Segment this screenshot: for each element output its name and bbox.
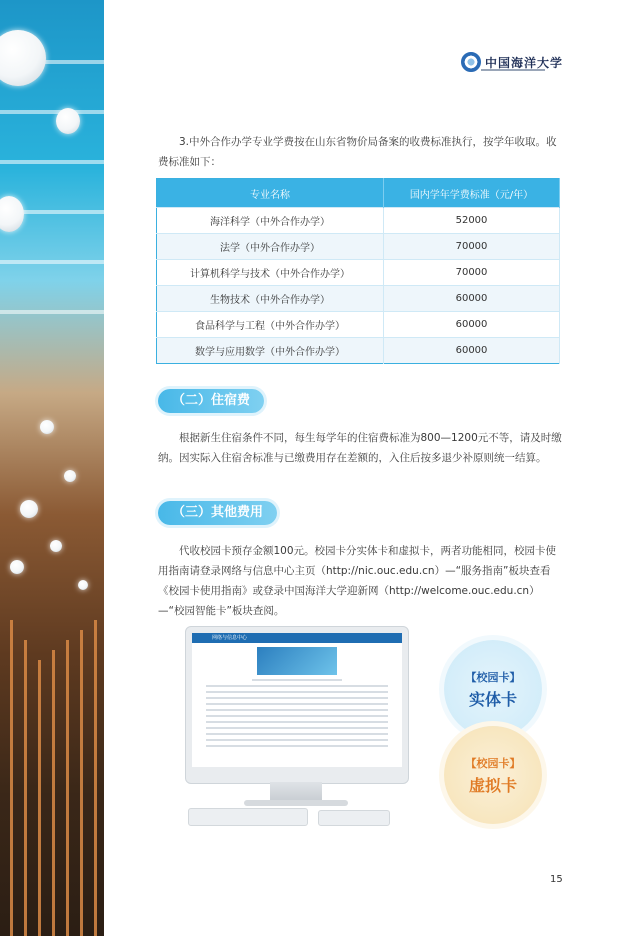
university-name: 中国海洋大学 bbox=[484, 55, 563, 70]
major-cell: 法学（中外合作办学） bbox=[157, 234, 384, 260]
major-cell: 海洋科学（中外合作办学） bbox=[157, 208, 384, 234]
university-logo bbox=[461, 52, 563, 72]
page-number: 15 bbox=[550, 874, 563, 885]
fee-cell: 60000 bbox=[384, 338, 560, 364]
table-header-fee: 国内学年学费标准（元/年） bbox=[384, 179, 560, 208]
card-tag: 【校园卡】 bbox=[465, 756, 521, 770]
site-banner bbox=[257, 647, 337, 675]
monitor-screen bbox=[192, 633, 402, 767]
logo-subtitle-line bbox=[481, 69, 545, 71]
major-cell: 食品科学与工程（中外合作办学） bbox=[157, 312, 384, 338]
physical-card-badge bbox=[444, 640, 542, 738]
major-cell: 数学与应用数学（中外合作办学） bbox=[157, 338, 384, 364]
fee-cell: 52000 bbox=[384, 208, 560, 234]
table-row bbox=[157, 208, 560, 234]
keyboard-illustration bbox=[188, 808, 308, 826]
table-row bbox=[157, 312, 560, 338]
table-row bbox=[157, 338, 560, 364]
card-type-physical: 实体卡 bbox=[468, 689, 517, 709]
table-row bbox=[157, 260, 560, 286]
trackpad-illustration bbox=[318, 810, 390, 826]
fee-cell: 60000 bbox=[384, 312, 560, 338]
decorative-photo-strip bbox=[0, 0, 104, 936]
table-header-major: 专业名称 bbox=[157, 179, 384, 208]
table-row bbox=[157, 286, 560, 312]
tuition-intro: 3.中外合作办学专业学费按在山东省物价局备案的收费标准执行，按学年收取。收费标准如下： bbox=[158, 136, 557, 168]
accommodation-text: 根据新生住宿条件不同，每生每学年的住宿费标准为800—1200元不等，请及时缴纳。因实际入住宿舍标准与已缴费用存在差额的，入住后按多退少补原则统一结算。 bbox=[158, 432, 562, 464]
major-cell: 计算机科学与技术（中外合作办学） bbox=[157, 260, 384, 286]
card-tag: 【校园卡】 bbox=[465, 670, 521, 684]
tuition-table bbox=[156, 178, 560, 364]
monitor-stand bbox=[270, 782, 322, 802]
section-heading-other-fees: （三）其他费用 bbox=[158, 501, 277, 525]
virtual-card-badge bbox=[444, 726, 542, 824]
site-header: 网络与信息中心 bbox=[192, 633, 402, 643]
fee-cell: 60000 bbox=[384, 286, 560, 312]
table-row bbox=[157, 234, 560, 260]
major-cell: 生物技术（中外合作办学） bbox=[157, 286, 384, 312]
computer-monitor-illustration bbox=[185, 626, 409, 784]
other-fees-text: 代收校园卡预存金额100元。校园卡分实体卡和虚拟卡，两者功能相同，校园卡使用指南请登录网络与信息中心主页（http://nic.ouc.edu.cn）—“服务指南”板块查看《校园卡使用指南》或登录中国海洋大学迎新网（http://welcome.ouc.edu.cn）—“校园智能卡”板块查阅。 bbox=[158, 545, 557, 617]
university-seal-icon bbox=[461, 52, 481, 72]
fee-cell: 70000 bbox=[384, 260, 560, 286]
monitor-base bbox=[244, 800, 348, 806]
card-type-virtual: 虚拟卡 bbox=[468, 775, 517, 795]
fee-cell: 70000 bbox=[384, 234, 560, 260]
section-heading-accommodation: （二）住宿费 bbox=[158, 389, 264, 413]
